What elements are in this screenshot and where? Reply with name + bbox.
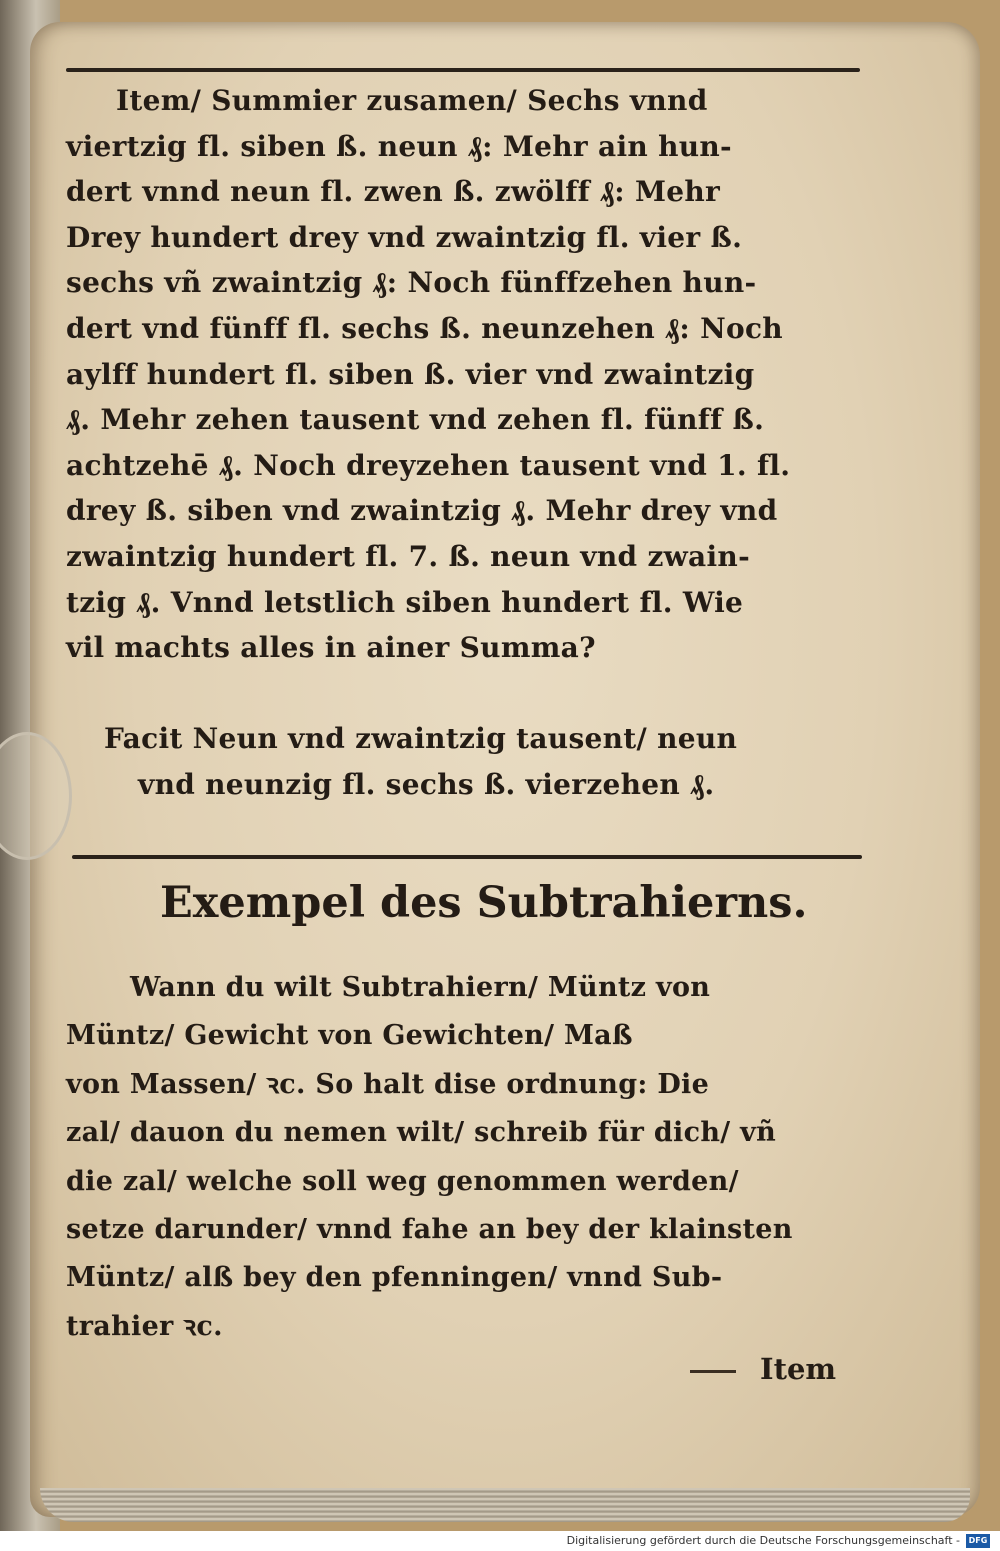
text-line: vil machts alles in ainer Summa? xyxy=(66,631,596,665)
text-line: sechs vñ zwaintzig ₰: Noch fünffzehen hun- xyxy=(66,266,757,300)
text-line: Drey hundert drey vnd zwaintzig fl. vier ß. xyxy=(66,220,743,254)
catchword-text: Item xyxy=(760,1352,837,1386)
text-line: zwaintzig hundert fl. 7. ß. neun vnd zwain- xyxy=(66,539,751,573)
text-line: ₰. Mehr zehen tausent vnd zehen fl. fünff ß. xyxy=(66,403,765,437)
text-line: tzig ₰. Vnnd letstlich siben hundert fl. Wie xyxy=(66,585,744,619)
footer-bar xyxy=(0,1531,1000,1551)
text-line: Müntz/ alß bey den pfenningen/ vnnd Sub- xyxy=(66,1262,723,1294)
catchword xyxy=(690,1352,836,1386)
text-line: dert vnd fünff fl. sechs ß. neunzehen ₰: Noch xyxy=(66,311,783,345)
text-line: trahier ꝛc. xyxy=(66,1310,223,1342)
text-line: zal/ dauon du nemen wilt/ schreib für dich/ vñ xyxy=(66,1117,777,1149)
text-line: viertzig fl. siben ß. neun ₰: Mehr ain hun- xyxy=(66,129,732,163)
text-line: die zal/ welche soll weg genommen werden/ xyxy=(66,1165,739,1197)
catchword-dash xyxy=(690,1370,736,1373)
text-line: dert vnnd neun fl. zwen ß. zwölff ₰: Mehr xyxy=(66,175,721,209)
text-line: Facit Neun vnd zwaintzig tausent/ neun xyxy=(104,722,738,755)
text-line: vnd neunzig fl. sechs ß. vierzehen ₰. xyxy=(138,768,715,801)
text-line: von Massen/ ꝛc. So halt dise ordnung: Die xyxy=(66,1068,710,1100)
text-line: achtzehē ₰. Noch dreyzehen tausent vnd 1. fl. xyxy=(66,448,791,482)
dfg-logo-icon: DFG xyxy=(966,1534,990,1548)
text-line: aylff hundert fl. siben ß. vier vnd zwaintzig xyxy=(66,357,755,391)
section-rule xyxy=(72,855,862,859)
facit-result xyxy=(104,716,904,808)
text-line: setze darunder/ vnnd fahe an bey der klainsten xyxy=(66,1214,793,1246)
text-line: Wann du wilt Subtrahiern/ Müntz von xyxy=(130,972,711,1003)
section-heading: Exempel des Subtrahierns. xyxy=(160,878,808,928)
text-line: drey ß. siben vnd zwaintzig ₰. Mehr drey vnd xyxy=(66,494,778,528)
page-stack-bottom-edge xyxy=(40,1488,970,1522)
subtraction-paragraph xyxy=(66,964,866,1351)
text-line: Item/ Summier zusamen/ Sechs vnnd xyxy=(116,84,708,117)
top-rule xyxy=(66,68,860,72)
addition-paragraph xyxy=(66,78,866,671)
text-line: Müntz/ Gewicht von Gewichten/ Maß xyxy=(66,1020,633,1052)
funding-credit: Digitalisierung gefördert durch die Deutsche Forschungsgemeinschaft - xyxy=(566,1534,960,1547)
